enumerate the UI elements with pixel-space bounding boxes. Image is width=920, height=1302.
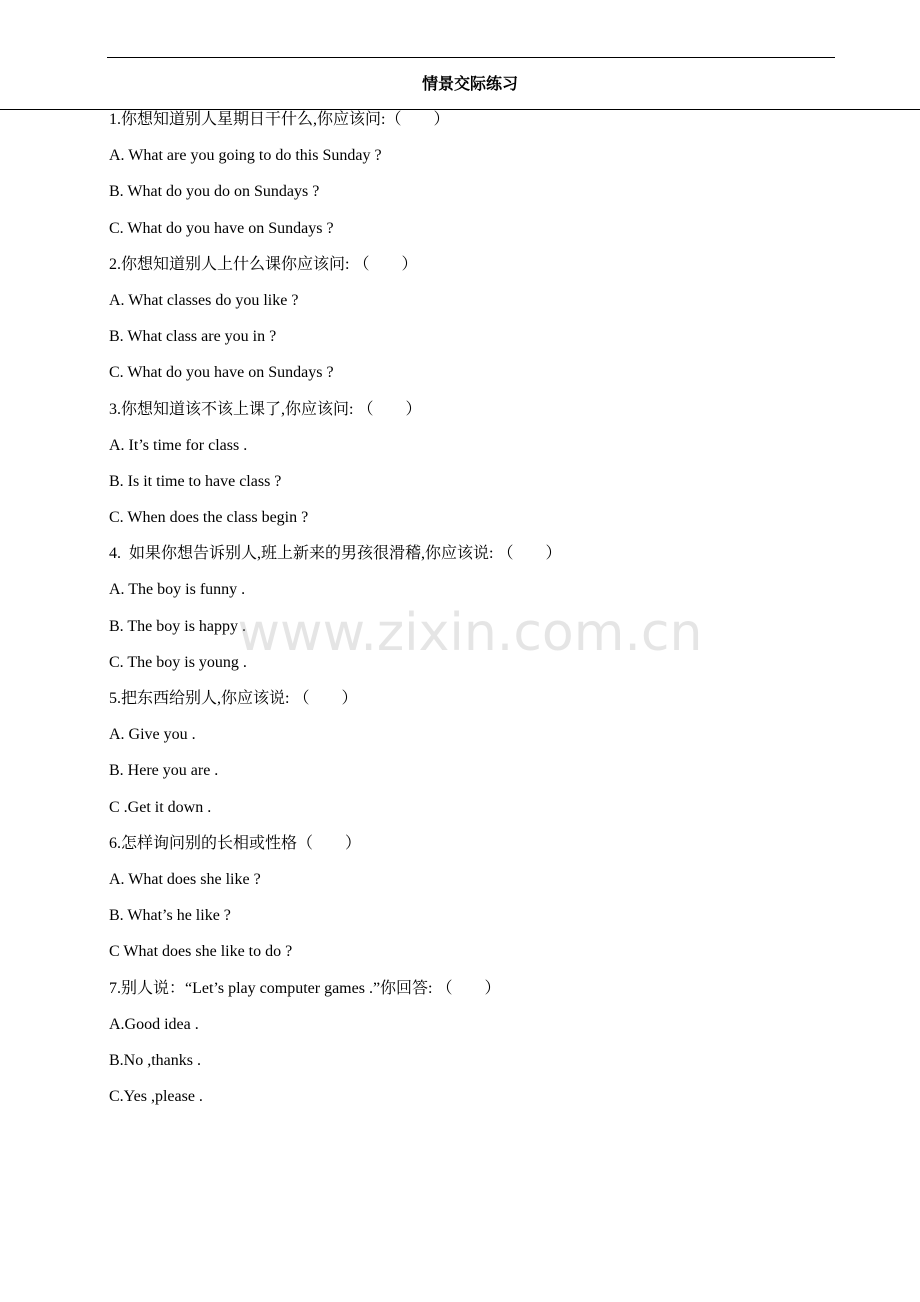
question-2-option-a: A. What classes do you like ? [109,291,299,309]
question-4-option-c: C. The boy is young . [109,653,247,671]
page-title: 情景交际练习 [421,74,518,93]
question-6-option-c: C What does she like to do ? [109,943,293,961]
question-1-option-a: A. What are you going to do this Sunday ? [109,147,382,165]
question-7-option-c: C.Yes ,please . [109,1088,203,1106]
question-5-option-c: C .Get it down . [109,798,212,816]
question-list [109,108,869,1121]
question-1-prompt: 1.你想知道别人星期日干什么,你应该问:（ ） [109,111,450,128]
watermark: www.zixin.com.cn [237,603,703,663]
question-4-option-b: B. The boy is happy . [109,617,247,635]
question-7-option-a: A.Good idea . [109,1015,199,1033]
question-2-option-c: C. What do you have on Sundays ? [109,364,334,382]
question-4-option-a: A. The boy is funny . [109,581,246,599]
question-3-option-b: B. Is it time to have class ? [109,472,282,490]
question-4-prompt: 4. 如果你想告诉别人,班上新来的男孩很滑稽,你应该说: （ ） [109,545,562,563]
question-5-option-a: A. Give you . [109,726,196,744]
question-1-option-b: B. What do you do on Sundays ? [109,183,320,201]
question-6-prompt: 6.怎样询问别的长相或性格（ ） [109,834,362,852]
question-3-prompt: 3.你想知道该不该上课了,你应该问: （ ） [109,400,422,418]
question-7-prompt: 7.别人说：“Let’s play computer games .”你回答: （ ） [109,979,501,997]
question-6-option-a: A. What does she like ? [109,870,261,888]
question-6-option-b: B. What’s he like ? [109,907,231,925]
question-2-option-b: B. What class are you in ? [109,328,277,346]
header-top-rule [107,57,835,58]
question-5-option-b: B. Here you are . [109,762,219,780]
question-2-prompt: 2.你想知道别人上什么课你应该问: （ ） [109,255,418,273]
question-3-option-c: C. When does the class begin ? [109,509,309,527]
question-5-prompt: 5.把东西给别人,你应该说: （ ） [109,690,358,707]
question-7-option-b: B.No ,thanks . [109,1051,201,1069]
question-3-option-a: A. It’s time for class . [109,436,248,454]
question-1-option-c: C. What do you have on Sundays ? [109,219,334,237]
